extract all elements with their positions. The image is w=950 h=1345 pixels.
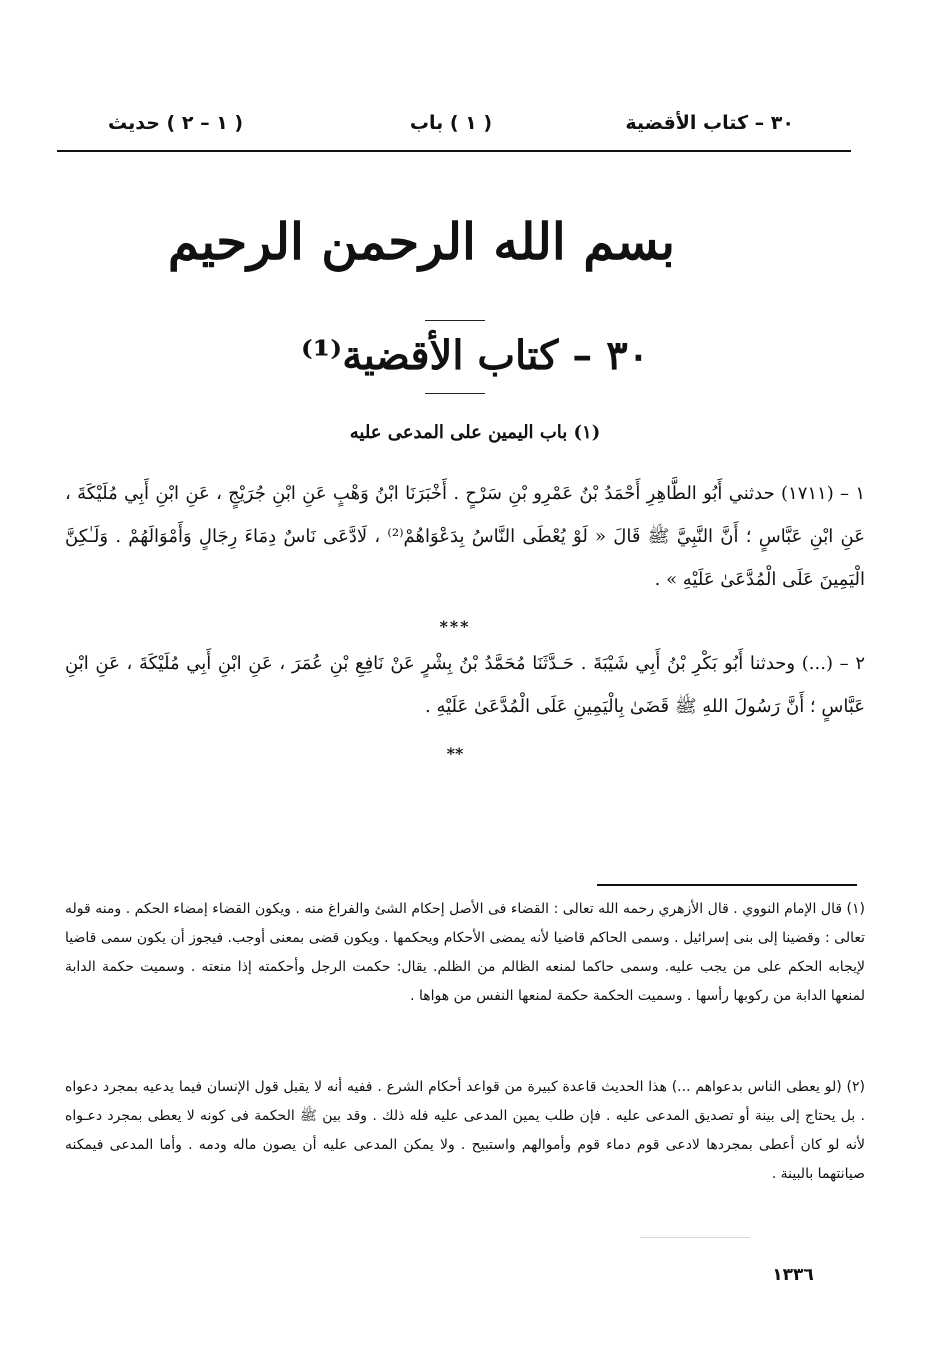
end-separator-stars: ** bbox=[446, 744, 464, 763]
header-hadith-range: ( ١ – ٢ ) حديث bbox=[108, 112, 244, 134]
header-book-name: ٣٠ – كتاب الأقضية bbox=[625, 112, 794, 134]
footnote: (٢) (لو يعطى الناس بدعواهم ...) هذا الحديث قاعدة كبيرة من قواعد أحكام الشرع . ففيه أنه لا يقبل قول الإنسان فيما يدعيه بمجرد دعواه . بل يحتاج إلى بينة أو تصديق المدعى عليه . فإن طلب يمين المدعى عليه فله ذلك . وقد بين ﷺ الحكمة فى كونه لا يعطى بمجرد دعـواه لأنه لو كان أعطى بمجردها لادعى قوم دماء قوم وأموالهم واستبيح . ولا يمكن المدعى عليه أن يصون ماله ودمه . وأما المدعى فيمكنه صيانتهما بالبينة . bbox=[65, 1079, 865, 1182]
basmala-calligraphy: بسم الله الرحمن الرحيم bbox=[167, 212, 675, 271]
scan-artifact-line bbox=[640, 1237, 750, 1238]
title-divider-bottom bbox=[425, 393, 485, 394]
hadith-paragraph: ٢ – (...) وحدثنا أَبُو بَكْرِ بْنُ أَبِي شَيْبَةَ . حَـدَّثَنَا مُحَمَّدُ بْنُ بِشْرٍ عَنْ نَافِعِ بْنِ عُمَرَ ، عَنِ ابْنِ أَبِي مُلَيْكَةَ ، عَنِ ابْنِ عَبَّاسٍ ؛ أَنَّ رَسُولَ اللهِ ﷺ قَضَىٰ بِالْيَمِينِ عَلَى الْمُدَّعَىٰ عَلَيْهِ . bbox=[65, 653, 865, 717]
section-separator-stars: *** bbox=[439, 617, 471, 636]
footnote-divider bbox=[597, 884, 857, 886]
hadith-paragraph: ١ – (١٧١١) حدثني أَبُو الطَّاهِرِ أَحْمَدُ بْنُ عَمْرِو بْنِ سَرْحٍ . أَخْبَرَنَا ابْنُ وَهْبٍ عَنِ ابْنِ جُرَيْجٍ ، عَنِ ابْنِ أَبِي مُلَيْكَةَ ، عَنِ ابْنِ عَبَّاسٍ ؛ أَنَّ النَّبِيَّ ﷺ قَالَ « لَوْ يُعْطَى النَّاسُ بِدَعْوَاهُمْ⁽²⁾ ، لَادَّعَى نَاسٌ دِمَاءَ رِجَالٍ وَأَمْوَالَهُمْ . وَلَـٰكِنَّ الْيَمِينَ عَلَى الْمُدَّعَىٰ عَلَيْهِ » . bbox=[65, 483, 866, 590]
header-bab-number: ( ١ ) باب bbox=[409, 112, 493, 134]
book-title: ٣٠ – كتاب الأقضية⁽¹⁾ bbox=[300, 332, 650, 379]
footnote: (١) قال الإمام النووي . قال الأزهري رحمه الله تعالى : القضاء فى الأصل إحكام الشئ والفراغ منه . ويكون القضاء إمضاء الحكم . ومنه قوله تعالى : وقضينا إلى بنى إسرائيل . وسمى الحاكم قاضيا لأنه يمضى الأحكام ويحكمها . ويكون قضى بمعنى أوجب. فيجوز أن يكون سمى قاضيا لإيجابه الحكم على من يجب عليه. وسمى حاكما لمنعه الظالم من الظلم. يقال: حكمت الرجل وأحكمته إذا منعته . وسميت حكمة الدابة لمنعها الدابة من ركوبها رأسها . وسميت الحكمة حكمة لمنعها النفس من هواها . bbox=[65, 901, 865, 1004]
chapter-title: (١) باب اليمين على المدعى عليه bbox=[349, 422, 601, 443]
title-divider-top bbox=[425, 320, 485, 321]
running-header bbox=[108, 112, 794, 142]
page-number: ١٣٣٦ bbox=[772, 1265, 814, 1285]
header-divider bbox=[57, 150, 851, 152]
